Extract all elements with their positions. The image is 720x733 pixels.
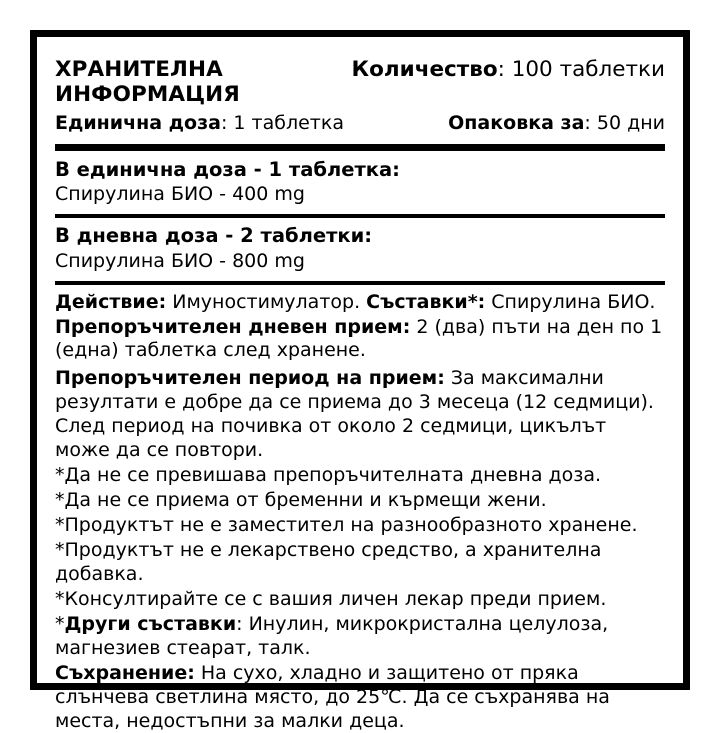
per-day-item: Спирулина БИО - 800 mg [55, 249, 305, 272]
daily-intake-label: Препоръчителен дневен прием: [55, 315, 411, 338]
ingredients-label: Съставки*: [366, 290, 486, 313]
nutrition-label-panel [30, 30, 690, 732]
package-row [448, 112, 665, 135]
divider-thick-top [55, 144, 665, 151]
daily-intake-value: 2 (два) пъти на ден по 1 (една) таблетка след хранене. [55, 315, 663, 362]
warning-item: *Продуктът не е лекарствено средство, а хранителна добавка. [55, 538, 602, 585]
amount-value: : 100 таблетки [497, 57, 665, 82]
amount-label: Количество [351, 57, 498, 82]
daily-intake-paragraph [55, 316, 665, 364]
package-value: : 50 дни [584, 111, 665, 134]
intake-period-value: За максимални резултати е добре да се приема до 3 месеца (12 седмици). След период на почивка от около 2 седмици, цикълът може да се повтори. [55, 367, 654, 462]
action-ingredients-paragraph [55, 291, 665, 315]
intake-period-paragraph [55, 367, 665, 463]
per-serving-heading: В единична доза - 1 таблетка: [55, 157, 400, 181]
other-ingredients-label: Други съставки [64, 612, 237, 635]
per-serving-item: Спирулина БИО - 400 mg [55, 183, 305, 206]
serving-label: Единична доза [55, 111, 221, 134]
divider-medium-2 [55, 281, 665, 285]
storage-paragraph [55, 662, 665, 733]
ingredients-value: Спирулина БИО. [485, 290, 656, 313]
warning-item: *Да не се приема от бременни и кърмещи жени. [55, 489, 547, 512]
other-ingredients-prefix: * [55, 612, 65, 635]
package-label: Опаковка за [448, 111, 585, 134]
label-subheader-row [55, 112, 665, 135]
other-ingredients-paragraph [55, 613, 665, 661]
serving-row [55, 112, 344, 135]
warning-item: *Да не се превишава препоръчителната дневна доза. [55, 464, 602, 487]
action-label: Действие: [55, 290, 167, 313]
intake-period-label: Препоръчителен период на прием: [55, 367, 445, 390]
label-header-row [55, 57, 665, 108]
divider-medium-1 [55, 214, 665, 218]
other-ingredients-value: : Инулин, микрокристална целулоза, магнезиев стеарат, талк. [55, 612, 609, 659]
per-day-heading: В дневна доза - 2 таблетки: [55, 224, 373, 248]
storage-value: На сухо, хладно и защитено от пряка слънчева светлина място, до 25℃. Да се съхранява на места, недостъпни за малки деца. [55, 661, 610, 732]
nutrition-label-content [37, 37, 683, 732]
warning-item: *Продуктът не е заместител на разнообразното хранене. [55, 514, 638, 537]
warning-item: *Консултирайте се с вашия личен лекар преди прием. [55, 587, 607, 610]
action-value: Имуностимулатор. [166, 290, 367, 313]
storage-label: Съхранение: [55, 661, 195, 684]
serving-value: : 1 таблетка [220, 111, 344, 134]
amount-row [352, 57, 665, 82]
page-title: ХРАНИТЕЛНА ИНФОРМАЦИЯ [55, 57, 240, 108]
